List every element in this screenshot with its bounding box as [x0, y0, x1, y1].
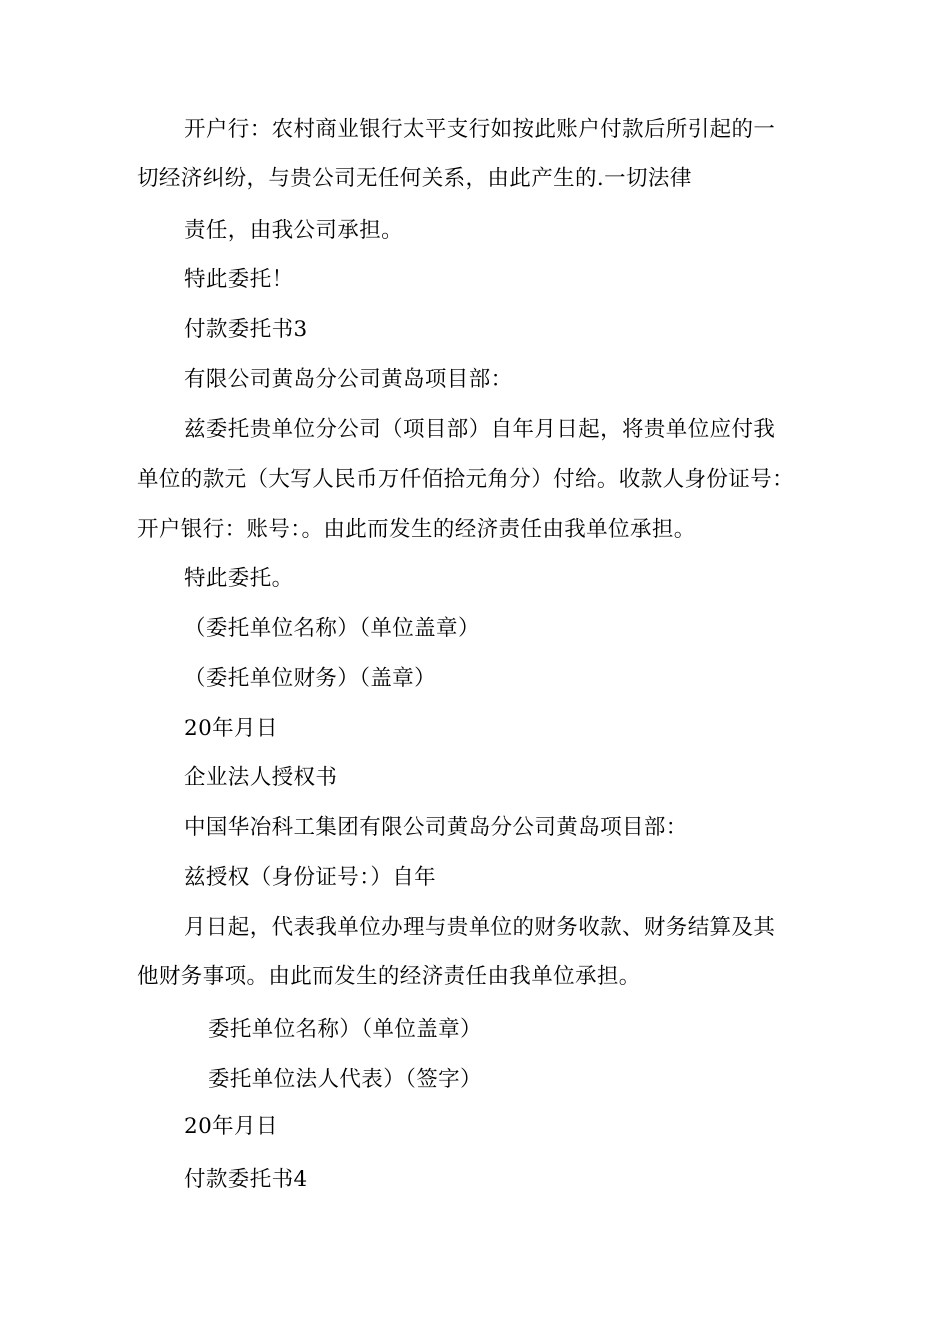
paragraph-line: 单位的款元（大写人民币万仟佰拾元角分）付给。收款人身份证号： — [137, 467, 795, 492]
signature-line: （委托单位财务）（盖章） — [184, 666, 437, 691]
section-heading: 付款委托书3 — [184, 317, 308, 342]
section-heading: 付款委托书4 — [184, 1167, 308, 1192]
signature-line: 委托单位名称）（单位盖章） — [208, 1017, 482, 1042]
addressee-line: 有限公司黄岛分公司黄岛项目部： — [184, 367, 513, 392]
section-heading: 企业法人授权书 — [184, 765, 338, 790]
paragraph-line: 兹授权（身份证号：）自年 — [184, 865, 437, 890]
paragraph-line: 月日起，代表我单位办理与贵单位的财务收款、财务结算及其 — [184, 915, 776, 940]
addressee-line: 中国华冶科工集团有限公司黄岛分公司黄岛项目部： — [184, 815, 688, 840]
paragraph-line: 开户行：农村商业银行太平支行如按此账户付款后所引起的一 — [184, 117, 776, 142]
signature-line: 委托单位法人代表）（签字） — [208, 1067, 482, 1092]
paragraph-line: 责任，由我公司承担。 — [184, 218, 404, 243]
paragraph-line: 特此委托。 — [184, 566, 294, 591]
paragraph-line: 开户银行：账号：。由此而发生的经济责任由我单位承担。 — [137, 517, 696, 542]
paragraph-line: 兹委托贵单位分公司（项目部）自年月日起，将贵单位应付我 — [184, 417, 776, 442]
paragraph-line: 切经济纠纷，与贵公司无任何关系，由此产生的.一切法律 — [137, 166, 692, 191]
date-line: 20年月日 — [184, 716, 278, 741]
paragraph-line: 特此委托！ — [184, 267, 294, 292]
signature-line: （委托单位名称）（单位盖章） — [184, 616, 480, 641]
paragraph-line: 他财务事项。由此而发生的经济责任由我单位承担。 — [137, 964, 641, 989]
date-line: 20年月日 — [184, 1114, 278, 1139]
